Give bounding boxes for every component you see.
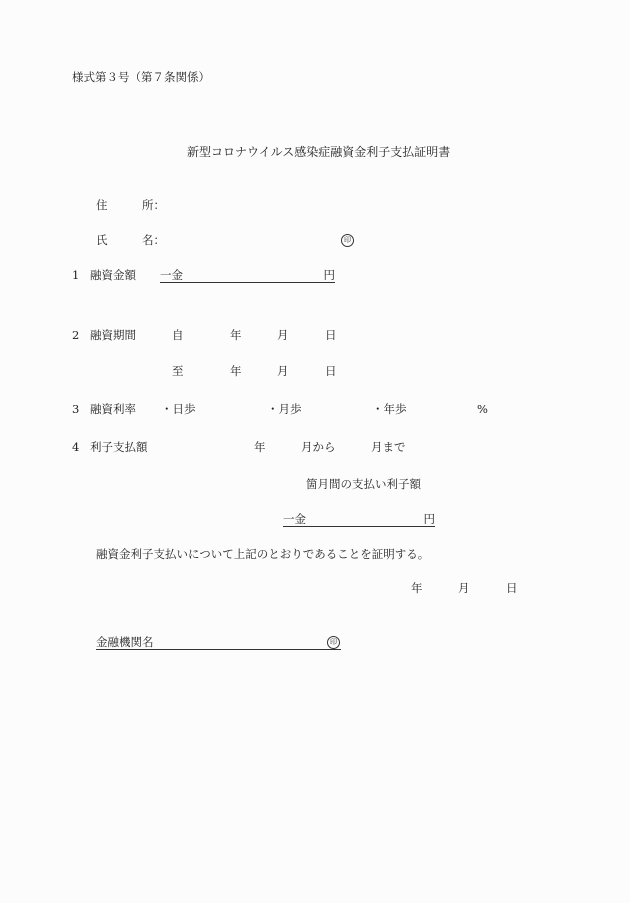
item-3-label: 融資利率 [90,402,136,416]
name-field[interactable] [165,231,335,247]
period-to-label: 至 [172,364,184,378]
cert-year[interactable]: 年 [411,581,423,595]
period-from-year[interactable]: 年 [230,328,242,342]
item-3-number: 3 [72,402,80,416]
cert-month[interactable]: 月 [458,581,470,595]
interest-amount-unit: 円 [423,512,435,526]
interest-amount-field[interactable] [283,512,435,527]
interest-month-to[interactable]: 月まで [371,440,406,454]
period-to-year[interactable]: 年 [230,364,242,378]
name-label-part1: 氏 [96,233,108,247]
institution-name-field[interactable] [96,635,341,650]
period-to-day[interactable]: 日 [325,364,337,378]
item-1-number: 1 [72,268,80,282]
certification-statement: 融資金利子支払いについて上記のとおりであることを証明する。 [96,547,430,561]
period-to-month[interactable]: 月 [277,364,289,378]
document-title: 新型コロナウイルス感染症融資金利子支払証明書 [187,145,451,159]
name-label-part2: 名： [142,233,165,247]
item-4-label: 利子支払額 [90,440,148,454]
period-from-label: 自 [172,328,184,342]
cert-day[interactable]: 日 [506,581,518,595]
interest-month-from[interactable]: 月から [301,440,336,454]
rate-percent-unit: % [477,402,488,416]
loan-amount-field[interactable] [160,268,335,283]
item-4-number: 4 [72,440,80,454]
months-interest-caption: 箇月間の支払い利子額 [306,477,421,491]
institution-seal-icon: 印 [327,636,340,649]
period-from-day[interactable]: 日 [325,328,337,342]
address-label-part2: 所： [142,198,165,212]
institution-label: 金融機関名 [96,635,154,649]
period-from-month[interactable]: 月 [277,328,289,342]
item-2-label: 融資期間 [90,328,136,342]
interest-year[interactable]: 年 [254,440,266,454]
form-number: 様式第３号（第７条関係） [72,70,210,84]
item-2-number: 2 [72,328,80,342]
loan-amount-unit: 円 [323,268,335,282]
applicant-seal-icon: 印 [341,234,354,247]
interest-amount-prefix: 一金 [283,512,306,526]
rate-daily-option[interactable]: ・日歩 [161,402,196,416]
item-1-label: 融資金額 [90,268,136,282]
loan-amount-prefix: 一金 [160,268,183,282]
address-label-part1: 住 [96,198,108,212]
rate-yearly-option[interactable]: ・年歩 [372,402,407,416]
rate-monthly-option[interactable]: ・月歩 [267,402,302,416]
address-field[interactable] [165,196,365,212]
